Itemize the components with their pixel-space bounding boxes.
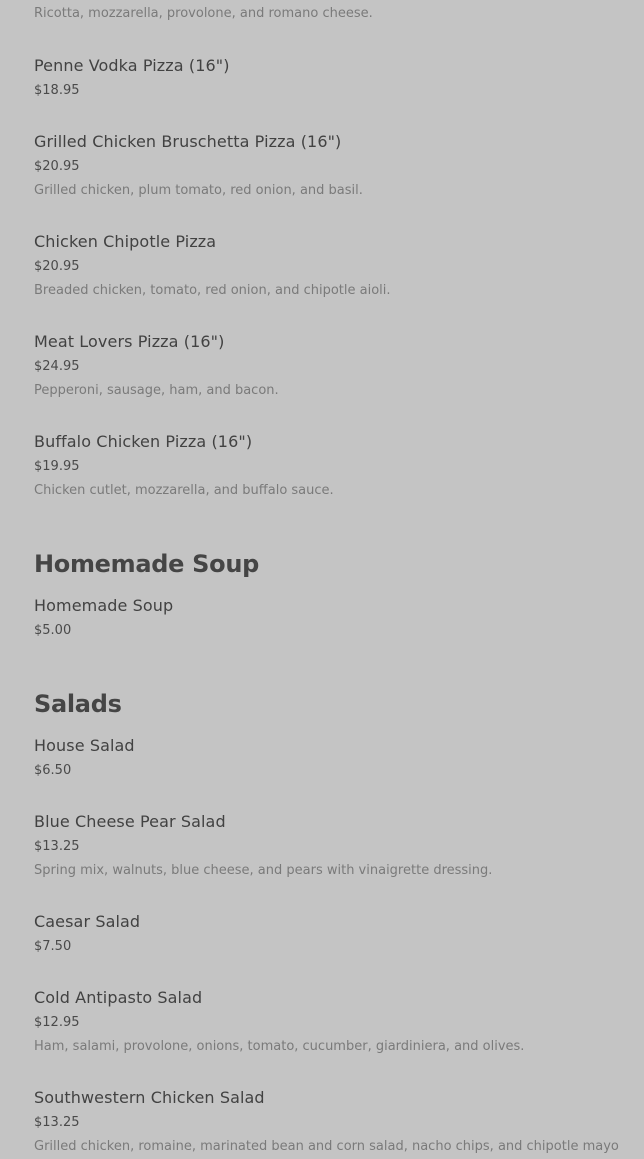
menu-item-name[interactable]: Grilled Chicken Bruschetta Pizza (16") [34, 132, 342, 151]
menu-item-price: $7.50 [34, 939, 72, 954]
section-title-salads: Salads [34, 690, 122, 718]
menu-item-price: $19.95 [34, 459, 80, 474]
menu-item-name[interactable]: Meat Lovers Pizza (16") [34, 332, 225, 351]
menu-item-description: Pepperoni, sausage, ham, and bacon. [34, 383, 279, 398]
menu-item-name[interactable]: Penne Vodka Pizza (16") [34, 56, 230, 75]
menu-item-price: $20.95 [34, 259, 80, 274]
menu-item-name[interactable]: Southwestern Chicken Salad [34, 1088, 265, 1107]
menu-item-name[interactable]: Buffalo Chicken Pizza (16") [34, 432, 253, 451]
menu-item-description: Ricotta, mozzarella, provolone, and romano cheese. [34, 6, 373, 21]
menu-item-description: Grilled chicken, plum tomato, red onion, and basil. [34, 183, 363, 198]
menu-item-name[interactable]: Blue Cheese Pear Salad [34, 812, 226, 831]
menu-item-price: $12.95 [34, 1015, 80, 1030]
menu-item-description: Chicken cutlet, mozzarella, and buffalo sauce. [34, 483, 334, 498]
menu-item-price: $13.25 [34, 1115, 80, 1130]
section-title-soup: Homemade Soup [34, 550, 260, 578]
menu-item-price: $13.25 [34, 839, 80, 854]
menu-item-name[interactable]: House Salad [34, 736, 135, 755]
menu-item-price: $24.95 [34, 359, 80, 374]
menu-item-name[interactable]: Chicken Chipotle Pizza [34, 232, 217, 251]
menu-item-name[interactable]: Homemade Soup [34, 596, 174, 615]
menu-item-name[interactable]: Caesar Salad [34, 912, 141, 931]
menu-item-description: Ham, salami, provolone, onions, tomato, cucumber, giardiniera, and olives. [34, 1039, 525, 1054]
menu-item-price: $6.50 [34, 763, 72, 778]
menu-item-price: $18.95 [34, 83, 80, 98]
menu-item-description: Breaded chicken, tomato, red onion, and chipotle aioli. [34, 283, 391, 298]
menu-item-price: $5.00 [34, 623, 72, 638]
menu-item-name[interactable]: Cold Antipasto Salad [34, 988, 203, 1007]
menu-item-price: $20.95 [34, 159, 80, 174]
menu-item-description: Spring mix, walnuts, blue cheese, and pears with vinaigrette dressing. [34, 863, 493, 878]
menu-item-description: Grilled chicken, romaine, marinated bean and corn salad, nacho chips, and chipotle mayo [34, 1139, 619, 1154]
